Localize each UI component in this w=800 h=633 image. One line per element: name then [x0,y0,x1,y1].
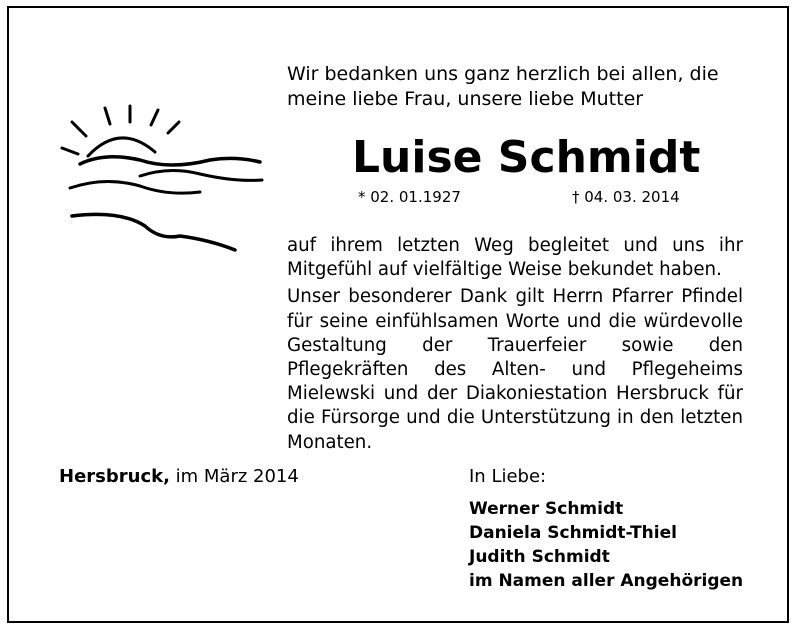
thank-you-body [287,234,743,455]
deceased-name: Luise Schmidt [352,132,701,183]
date-text: im März 2014 [169,466,299,487]
death-date: † 04. 03. 2014 [572,188,680,206]
birth-date: * 02. 01.1927 [358,188,461,206]
intro-text [287,62,743,112]
signer: Daniela Schmidt-Thiel [469,523,677,543]
in-liebe-label: In Liebe: [469,466,547,487]
sunset-over-hills-icon [50,100,270,260]
place-and-date [59,466,299,487]
signers-list [469,497,743,593]
body-paragraph-1: auf ihrem letzten Weg begleitet und uns ihr Mitgefühl auf vielfältige Weise bekundet haben. [287,235,743,281]
signer: im Namen aller Angehörigen [469,571,744,591]
intro-line-1: Wir bedanken uns ganz herzlich bei allen, die [287,63,719,85]
body-paragraph-2: Unser besonderer Dank gilt Herrn Pfarrer Pfindel für seine einfühlsamen Worte und die würdevolle Gestaltung der Trauerfeier sowie den Pflegekräften des Alten- und Pflegeheims Mielewski und der Diakoniestation Hersbruck für die Fürsorge und die Unterstützung in den letzten Monaten. [287,286,743,453]
signer: Werner Schmidt [469,499,624,519]
signer: Judith Schmidt [469,547,610,567]
intro-line-2: meine liebe Frau, unsere liebe Mutter [287,88,644,110]
place-name: Hersbruck, [59,466,170,487]
